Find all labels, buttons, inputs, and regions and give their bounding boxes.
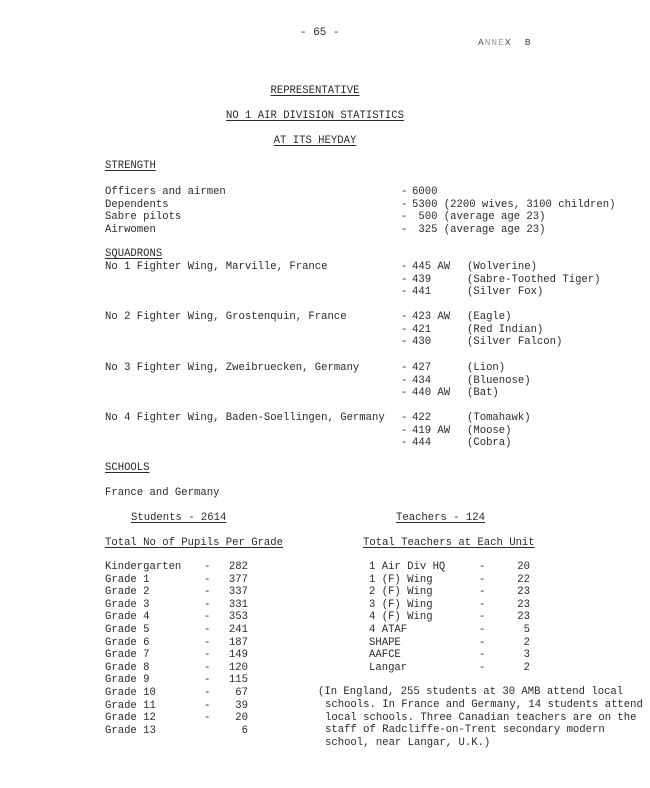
teacher-dash: - bbox=[479, 661, 486, 674]
pupil-grade: Grade 3 bbox=[105, 598, 150, 611]
squadron-dash: - bbox=[401, 273, 408, 286]
pupil-dash: - bbox=[204, 561, 211, 573]
students-heading-wrap bbox=[131, 512, 226, 525]
teacher-dash: - bbox=[479, 561, 486, 573]
teacher-count: 2 bbox=[523, 636, 530, 649]
schools-heading: SCHOOLS bbox=[105, 462, 150, 474]
title-line-1: REPRESENTATIVE bbox=[270, 85, 360, 97]
wing-name: No 2 Fighter Wing, Grostenquin, France bbox=[105, 311, 347, 323]
annex-label bbox=[478, 37, 532, 50]
pupil-grade: Grade 9 bbox=[105, 674, 150, 687]
schools-heading-wrap bbox=[105, 462, 150, 475]
pupil-count: 149 bbox=[228, 649, 248, 662]
squadron-nickname: (Red Indian) bbox=[467, 323, 544, 336]
teacher-unit: SHAPE bbox=[369, 636, 401, 649]
annex-label-a: A bbox=[478, 37, 485, 48]
squadrons-heading: SQUADRONS bbox=[105, 248, 163, 260]
pupil-grade: Kindergarten bbox=[105, 561, 182, 573]
squadron-nickname: (Cobra) bbox=[467, 437, 512, 450]
strength-heading: STRENGTH bbox=[105, 160, 156, 172]
teacher-dash: - bbox=[479, 636, 486, 649]
squadron-dash: - bbox=[401, 437, 408, 450]
squadron-nickname: (Silver Falcon) bbox=[467, 336, 563, 349]
squadron-dash: - bbox=[401, 424, 408, 437]
strength-value: 5300 (2200 wives, 3100 children) bbox=[412, 198, 616, 211]
pupil-count: 39 bbox=[235, 699, 248, 712]
pupil-count: 115 bbox=[228, 674, 248, 687]
squadron-nickname: (Wolverine) bbox=[467, 261, 537, 273]
teacher-unit: 1 (F) Wing bbox=[369, 573, 433, 586]
teacher-count: 23 bbox=[517, 586, 530, 599]
squadron-dash: - bbox=[401, 323, 408, 336]
pupil-grade: Grade 11 bbox=[105, 699, 156, 712]
pupil-grade: Grade 1 bbox=[105, 573, 150, 586]
teacher-unit: AAFCE bbox=[369, 649, 401, 662]
strength-label: Sabre pilots bbox=[105, 211, 182, 224]
teacher-dash: - bbox=[479, 611, 486, 624]
teachers-table-heading: Total Teachers at Each Unit bbox=[363, 537, 535, 549]
teacher-unit: 4 ATAF bbox=[369, 624, 408, 636]
pupils-table-heading-wrap bbox=[105, 537, 283, 550]
pupils-table-heading: Total No of Pupils Per Grade bbox=[105, 537, 284, 549]
strength-label: Airwomen bbox=[105, 223, 156, 236]
pupil-grade: Grade 7 bbox=[105, 649, 150, 662]
teacher-count: 22 bbox=[517, 573, 530, 586]
wing-name: No 1 Fighter Wing, Marville, France bbox=[105, 261, 328, 273]
squadron-nickname: (Bluenose) bbox=[467, 374, 531, 387]
pupil-grade: Grade 2 bbox=[105, 586, 150, 599]
squadron-number: 427 bbox=[412, 362, 432, 374]
squadron-nickname: (Bat) bbox=[467, 387, 499, 400]
teacher-unit: 1 Air Div HQ bbox=[369, 561, 446, 573]
pupil-dash: - bbox=[204, 573, 211, 586]
squadron-dash: - bbox=[401, 286, 408, 299]
teacher-unit: 4 (F) Wing bbox=[369, 611, 433, 624]
pupil-dash: - bbox=[204, 586, 211, 599]
strength-dash: - bbox=[401, 186, 408, 198]
pupil-count: 331 bbox=[228, 598, 248, 611]
strength-dash: - bbox=[401, 223, 408, 236]
squadron-number: 419 AW bbox=[412, 424, 451, 437]
pupil-dash: - bbox=[204, 712, 211, 725]
strength-label: Dependents bbox=[105, 198, 169, 211]
pupil-dash: - bbox=[204, 624, 211, 636]
pupil-count: 6 bbox=[241, 724, 248, 737]
pupil-count: 187 bbox=[228, 636, 248, 649]
strength-heading-wrap bbox=[105, 160, 156, 173]
strength-value: 6000 bbox=[412, 186, 438, 198]
squadron-number: 445 AW bbox=[412, 261, 451, 273]
squadron-number: 421 bbox=[412, 323, 432, 336]
pupil-count: 337 bbox=[228, 586, 248, 599]
teacher-count: 23 bbox=[517, 598, 530, 611]
strength-dash: - bbox=[401, 211, 408, 224]
pupil-dash: - bbox=[204, 699, 211, 712]
pupil-count: 241 bbox=[228, 624, 248, 636]
page-number: - 65 - bbox=[300, 27, 340, 39]
squadron-number: 434 bbox=[412, 374, 432, 387]
squadron-dash: - bbox=[401, 412, 408, 424]
squadron-dash: - bbox=[401, 261, 408, 273]
teacher-dash: - bbox=[479, 586, 486, 599]
teacher-unit: 3 (F) Wing bbox=[369, 598, 433, 611]
squadron-dash: - bbox=[401, 336, 408, 349]
teacher-dash: - bbox=[479, 598, 486, 611]
squadron-nickname: (Tomahawk) bbox=[467, 412, 531, 424]
pupil-grade: Grade 12 bbox=[105, 712, 156, 725]
teacher-count: 3 bbox=[523, 649, 530, 662]
teacher-unit: 2 (F) Wing bbox=[369, 586, 433, 599]
pupil-dash: - bbox=[204, 687, 211, 699]
annex-label-b: X B bbox=[504, 37, 532, 48]
pupil-count: 67 bbox=[235, 687, 248, 699]
strength-value: 325 (average age 23) bbox=[412, 223, 546, 236]
pupil-grade: Grade 10 bbox=[105, 687, 156, 699]
squadron-dash: - bbox=[401, 374, 408, 387]
teachers-heading: Teachers - 124 bbox=[396, 512, 486, 524]
teacher-unit: Langar bbox=[369, 661, 408, 674]
teachers-heading-wrap bbox=[396, 512, 485, 525]
wing-name: No 4 Fighter Wing, Baden-Soellingen, Germany bbox=[105, 412, 385, 424]
squadron-number: 441 bbox=[412, 286, 432, 299]
pupil-count: 377 bbox=[228, 573, 248, 586]
teacher-dash: - bbox=[479, 624, 486, 636]
teacher-count: 20 bbox=[517, 561, 530, 573]
squadron-number: 444 bbox=[412, 437, 432, 450]
squadron-nickname: (Eagle) bbox=[467, 311, 512, 323]
pupil-dash: - bbox=[204, 611, 211, 624]
pupil-grade: Grade 5 bbox=[105, 624, 150, 636]
squadron-number: 423 AW bbox=[412, 311, 451, 323]
pupil-dash: - bbox=[204, 598, 211, 611]
wing-name: No 3 Fighter Wing, Zweibruecken, Germany bbox=[105, 362, 360, 374]
pupil-dash: - bbox=[204, 636, 211, 649]
pupil-dash: - bbox=[204, 649, 211, 662]
pupil-count: 353 bbox=[228, 611, 248, 624]
squadron-number: 422 bbox=[412, 412, 432, 424]
squadron-nickname: (Sabre-Toothed Tiger) bbox=[467, 273, 601, 286]
squadron-number: 440 AW bbox=[412, 387, 451, 400]
pupil-grade: Grade 4 bbox=[105, 611, 150, 624]
pupil-grade: Grade 6 bbox=[105, 636, 150, 649]
squadron-dash: - bbox=[401, 311, 408, 323]
pupil-dash: - bbox=[204, 661, 211, 674]
squadron-number: 430 bbox=[412, 336, 432, 349]
title-line-3: AT ITS HEYDAY bbox=[273, 135, 357, 147]
teacher-dash: - bbox=[479, 649, 486, 662]
pupil-count: 20 bbox=[235, 712, 248, 725]
squadron-dash: - bbox=[401, 387, 408, 400]
teacher-count: 2 bbox=[523, 661, 530, 674]
annex-label-faint: NNE bbox=[484, 37, 505, 48]
teacher-count: 23 bbox=[517, 611, 530, 624]
pupil-count: 120 bbox=[228, 661, 248, 674]
schools-region: France and Germany bbox=[105, 487, 220, 499]
squadrons-heading-wrap bbox=[105, 248, 162, 261]
students-heading: Students - 2614 bbox=[131, 512, 227, 524]
strength-value: 500 (average age 23) bbox=[412, 211, 546, 224]
squadron-nickname: (Silver Fox) bbox=[467, 286, 544, 299]
teacher-dash: - bbox=[479, 573, 486, 586]
teachers-table-heading-wrap bbox=[363, 537, 535, 550]
pupil-grade: Grade 13 bbox=[105, 724, 156, 737]
pupil-dash: - bbox=[204, 674, 211, 687]
pupil-grade: Grade 8 bbox=[105, 661, 150, 674]
squadron-number: 439 bbox=[412, 273, 432, 286]
teacher-count: 5 bbox=[523, 624, 530, 636]
squadron-dash: - bbox=[401, 362, 408, 374]
squadron-nickname: (Moose) bbox=[467, 424, 512, 437]
squadron-nickname: (Lion) bbox=[467, 362, 506, 374]
schools-note: (In England, 255 students at 30 AMB attend local schools. In France and Germany, 14 students attend local schools. Three Canadian teachers are on the staff of Radcliffe-on-Trent secondary modern school, near Langar, U.K.) bbox=[318, 686, 643, 750]
strength-dash: - bbox=[401, 198, 408, 211]
title-line-2: NO 1 AIR DIVISION STATISTICS bbox=[225, 110, 404, 122]
pupil-count: 282 bbox=[228, 561, 248, 573]
strength-label: Officers and airmen bbox=[105, 186, 226, 198]
